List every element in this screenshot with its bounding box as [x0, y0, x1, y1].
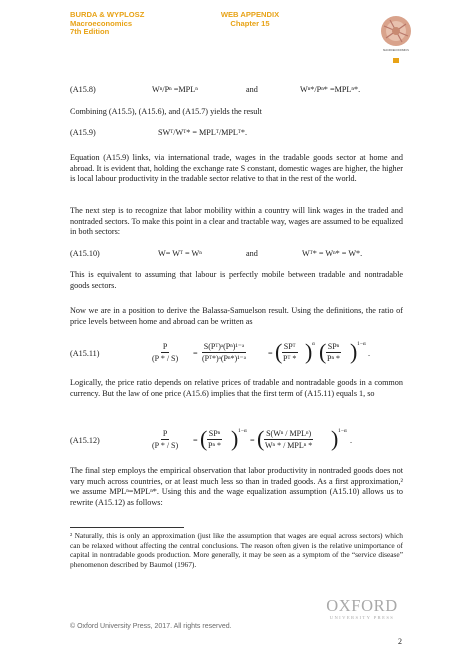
tradable-numerator: SPᵀ — [283, 342, 296, 351]
period: . — [350, 436, 353, 445]
equation-a15-12-ratio — [206, 429, 223, 450]
lhs-denominator: (P * / S) — [152, 354, 179, 363]
header-chapter: Chapter 15 — [230, 18, 270, 28]
exponent-one-minus-alpha: 1−α — [238, 428, 247, 434]
header-book-info — [70, 11, 144, 37]
page-number: 2 — [398, 637, 402, 646]
oxford-logo-sub: UNIVERSITY PRESS — [329, 615, 395, 620]
equation-a15-10-tag: (A15.10) — [70, 249, 100, 258]
period: . — [368, 349, 371, 358]
close-paren: ) — [331, 426, 339, 451]
header-authors: BURDA & WYPLOSZ — [70, 10, 145, 19]
equals-sign: = — [250, 436, 255, 445]
ratio-denominator: Pⁿ * — [208, 441, 221, 450]
copyright-notice: © Oxford University Press, 2017. All rights reserved. — [70, 623, 232, 630]
equation-a15-12-wage-ratio — [263, 429, 314, 450]
open-paren: ( — [257, 426, 265, 451]
close-paren: ) — [231, 426, 239, 451]
oxford-logo-name: OXFORD — [326, 596, 398, 615]
middle-numerator: S(Pᵀ)ᵃ(Pⁿ)¹⁻ᵃ — [203, 342, 245, 351]
paragraph-labor-mobility: The next step is to recognize that labor mobility within a country will link wages in the traded and nontraded sectors. To make this point in a clear and tractable way, wages are assumed to be equalized in both sectors: — [70, 206, 403, 237]
equation-a15-9-body: SWᵀ/Wᵀ* = MPLᵀ/MPLᵀ*. — [158, 128, 248, 137]
equation-a15-12-tag: (A15.12) — [70, 436, 100, 445]
paragraph-logically: Logically, the price ratio depends on relative prices of tradable and nontradable goods in a common currency. But the law of one price (A15.6) implies that the first term of (A15.11) equals 1, so — [70, 378, 403, 398]
lhs-denominator: (P * / S) — [152, 441, 179, 450]
tradable-denominator: Pᵀ * — [283, 354, 297, 363]
equals-sign: = — [268, 349, 273, 358]
equation-a15-11-ratio-tradable — [281, 342, 298, 363]
equation-a15-10-left: W= Wᵀ = Wⁿ — [158, 249, 202, 258]
nontradable-denominator: Pⁿ * — [327, 354, 340, 363]
open-paren: ( — [275, 339, 283, 364]
book-cover-image — [376, 12, 416, 67]
lhs-numerator: P — [162, 429, 168, 438]
close-paren: ) — [350, 339, 358, 364]
middle-denominator: (Pᵀ*)ᵃ(Pⁿ*)¹⁻ᵃ — [202, 354, 246, 363]
wage-numerator: S(Wⁿ / MPLⁿ) — [266, 429, 312, 438]
equation-a15-8-right: Wⁿ*/Pⁿ* =MPLⁿ*. — [300, 85, 361, 94]
equation-a15-11-lhs — [150, 342, 180, 363]
oxford-logo — [320, 596, 404, 620]
equation-a15-8-and: and — [246, 85, 258, 94]
open-paren: ( — [200, 426, 208, 451]
equation-a15-8-tag: (A15.8) — [70, 85, 96, 94]
paragraph-derive: Now we are in a position to derive the Balassa-Samuelson result. Using the definitions, the ratio of price levels between home and abroad can be written as — [70, 306, 403, 326]
close-paren: ) — [305, 339, 313, 364]
footnote-2: ² Naturally, this is only an approximation (just like the assumption that wages are equal across sectors) which can be relaxed without affecting the central conclusions. The reason often given is the relative unimportance of capital in nontradable goods production. More generally, it may be seen as a symptom of the “service disease” phenomenon described by Baumol (1967). — [70, 531, 403, 569]
equation-a15-10-and: and — [246, 249, 258, 258]
footnote-rule — [70, 527, 184, 528]
cover-title: MACROECONOMICS — [383, 48, 409, 52]
equals-sign: = — [193, 436, 198, 445]
paragraph-final-step: The final step employs the empirical observation that labor productivity in nontraded goods does not vary much across countries, or at least much less so than in traded goods. As a first approximation,² we assume MPLⁿ=MPLⁿ*. Using this and the wage equalization assumption (A15.10) allows us to rewrite (A15.12) as follows: — [70, 466, 403, 507]
lhs-numerator: P — [162, 342, 168, 351]
wage-denominator: Wⁿ * / MPLⁿ * — [265, 441, 313, 450]
nontradable-numerator: SPⁿ — [327, 342, 340, 351]
equation-a15-12-lhs — [150, 429, 180, 450]
header-edition: 7th Edition — [70, 27, 110, 37]
header-appendix-info — [200, 11, 300, 28]
paragraph-equivalent: This is equivalent to assuming that labour is perfectly mobile between tradable and nontradable goods sectors. — [70, 270, 403, 290]
paragraph-combining: Combining (A15.5), (A15.6), and (A15.7) yields the result — [70, 107, 262, 116]
equation-a15-9-tag: (A15.9) — [70, 128, 96, 137]
equation-a15-11-ratio-nontradable — [325, 342, 342, 363]
equation-a15-11-tag: (A15.11) — [70, 349, 100, 358]
equation-a15-10-right: Wᵀ* = Wⁿ* = W*. — [302, 249, 363, 258]
ratio-numerator: SPⁿ — [208, 429, 221, 438]
exponent-alpha: α — [312, 341, 315, 347]
header-book-title: Macroeconomics — [70, 18, 133, 28]
equation-a15-8-left: Wⁿ/Pⁿ =MPLⁿ — [152, 85, 198, 94]
equation-a15-11-middle — [200, 342, 248, 363]
open-paren: ( — [319, 339, 327, 364]
exponent-one-minus-alpha: 1−α — [357, 341, 366, 347]
exponent-one-minus-alpha: 1−α — [338, 428, 347, 434]
equals-sign: = — [193, 349, 198, 358]
header-appendix: WEB APPENDIX — [220, 10, 280, 19]
paragraph-equation-links: Equation (A15.9) links, via international trade, wages in the tradable goods sector at home and abroad. It is evident that, holding the exchange rate S constant, domestic wages are higher, the higher is local labour productivity in the tradable sector relative to that in the rest of the world. — [70, 153, 403, 184]
